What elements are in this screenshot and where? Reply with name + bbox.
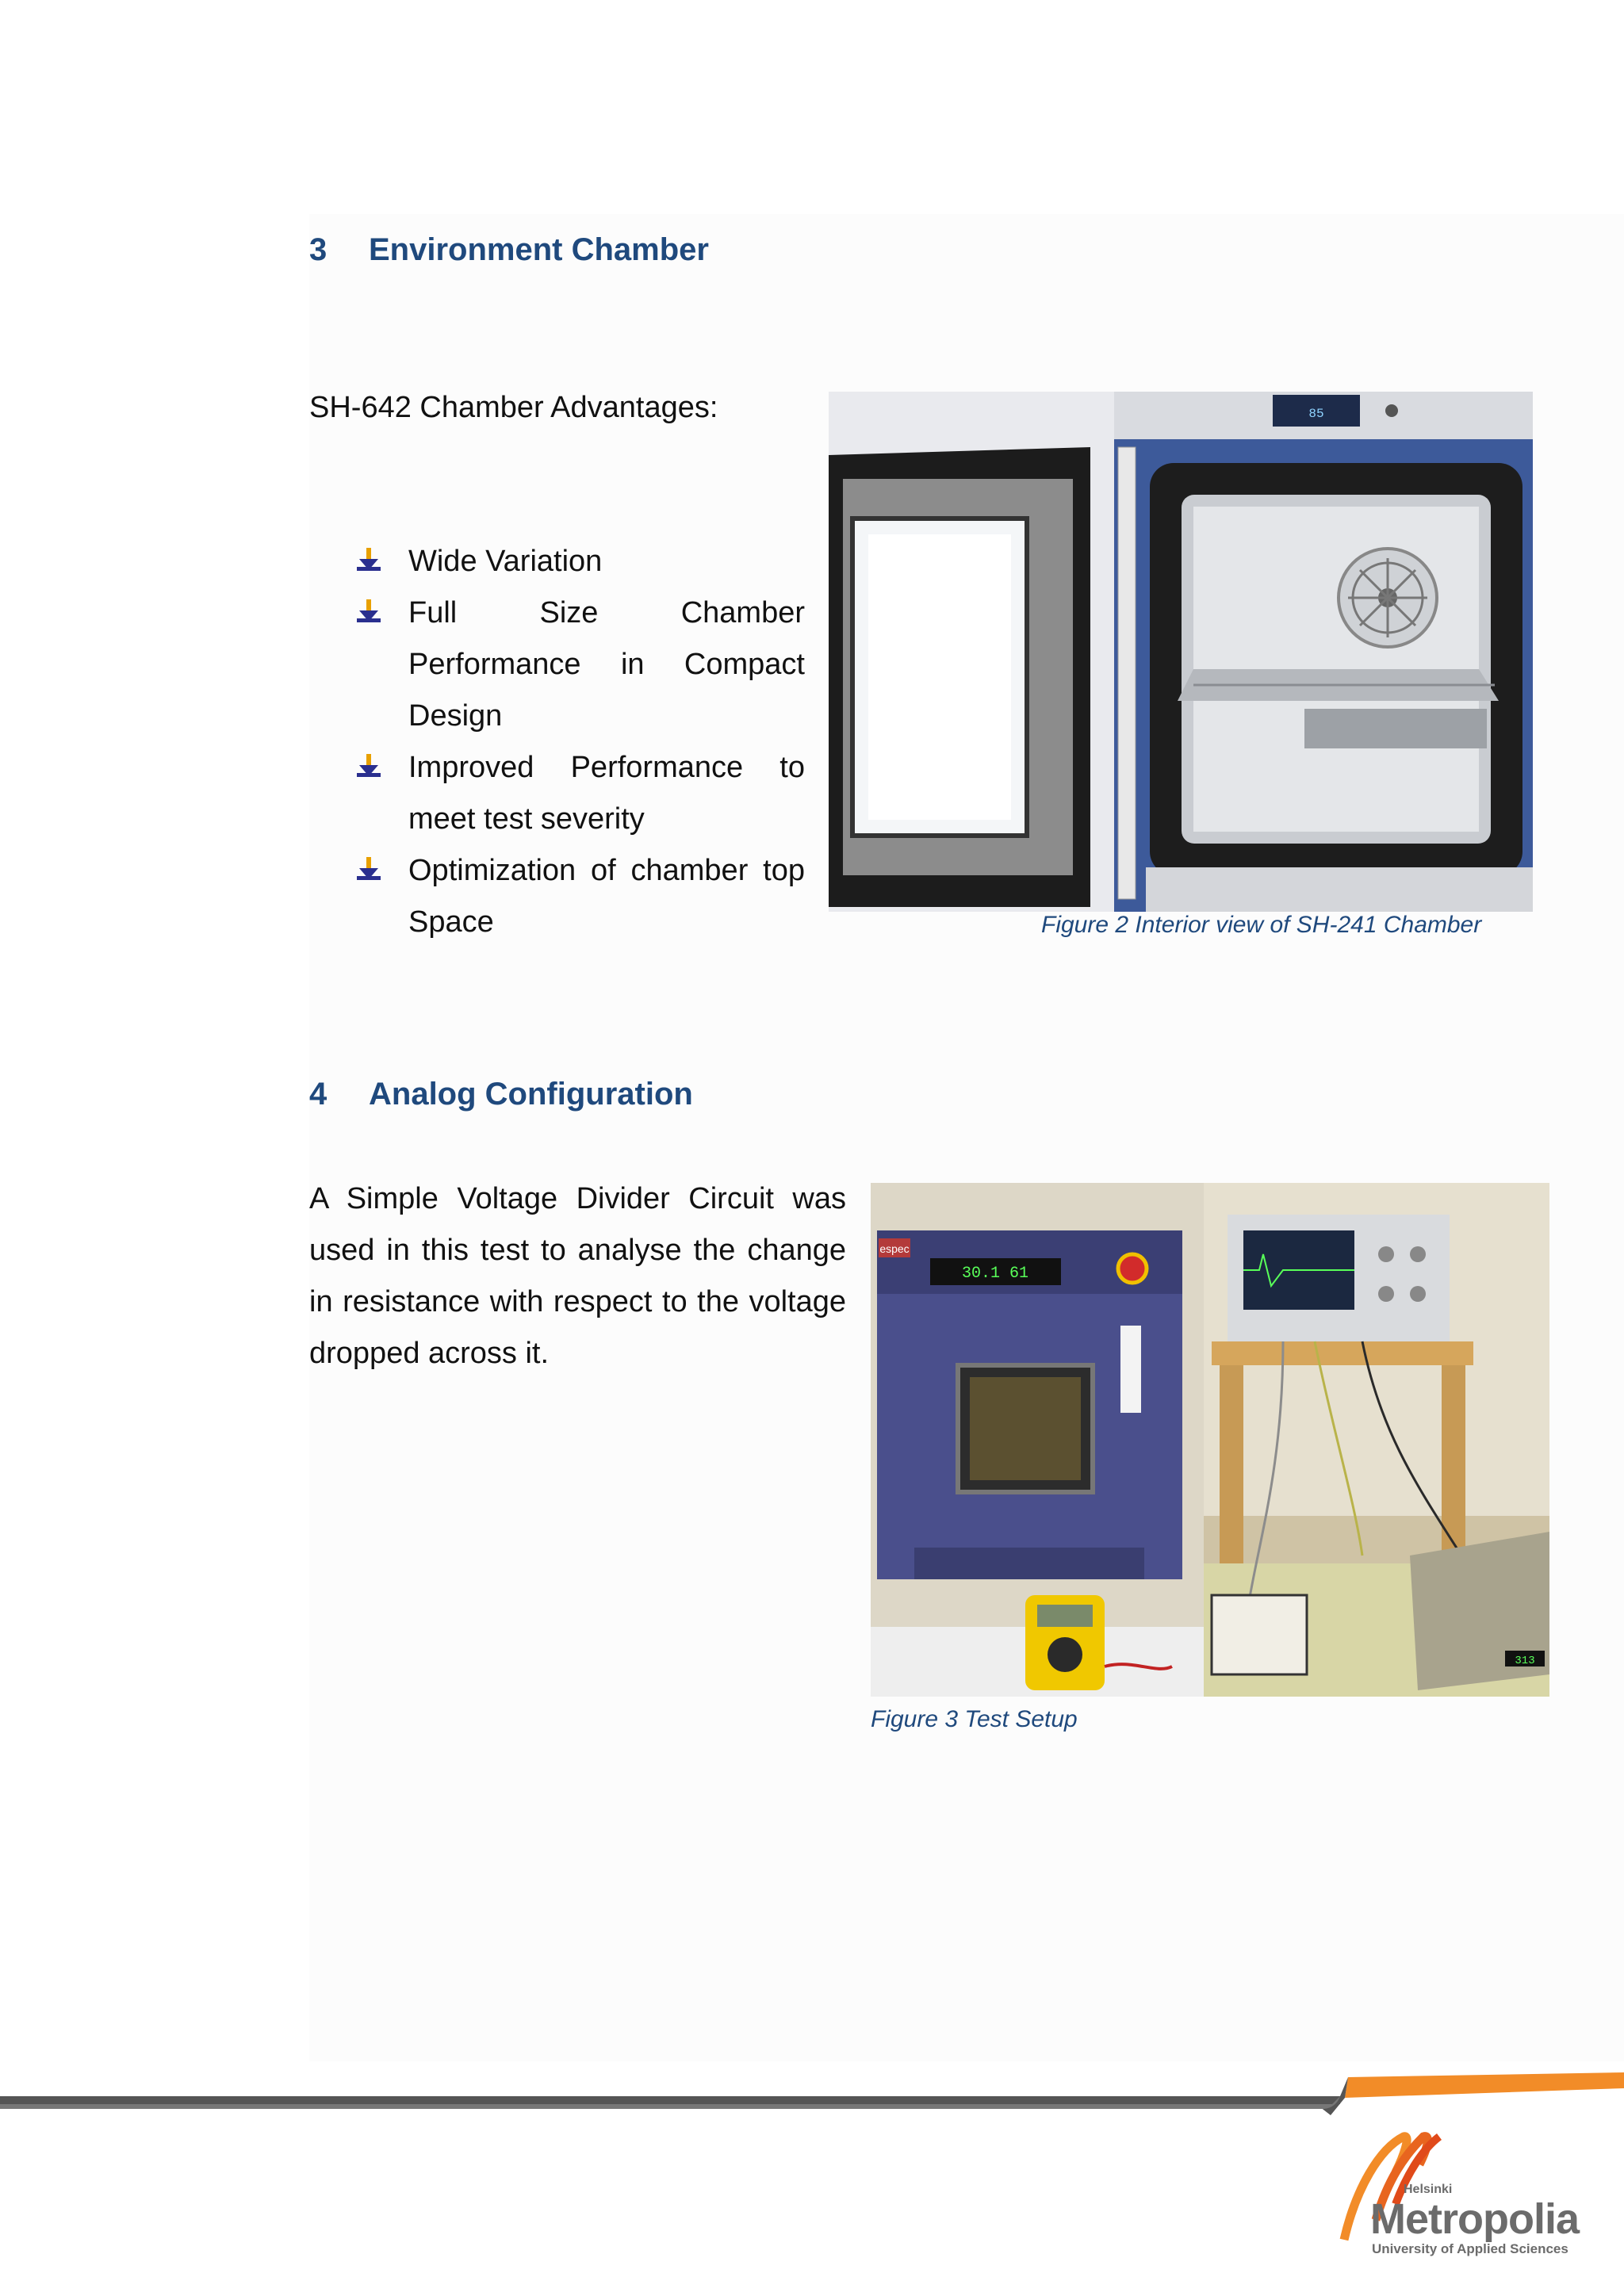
section-3-heading xyxy=(309,232,709,268)
figure-3-caption: Figure 3 Test Setup xyxy=(871,1706,1078,1732)
section-4-heading xyxy=(309,1077,693,1112)
advantages-intro: SH-642 Chamber Advantages: xyxy=(309,391,718,424)
list-item xyxy=(357,742,805,845)
test-setup-illustration xyxy=(871,1183,1549,1697)
logo-subtitle: University of Applied Sciences xyxy=(1372,2241,1568,2256)
logo-name: Metropolia xyxy=(1370,2195,1580,2243)
bullet-arrow-icon xyxy=(357,857,381,882)
bullet-arrow-icon xyxy=(357,548,381,573)
logo-city: Helsinki xyxy=(1404,2183,1453,2196)
section-4-number: 4 xyxy=(309,1077,327,1112)
chamber-readout: 30.1 61 xyxy=(961,1265,1029,1283)
psu-readout: 313 xyxy=(1515,1655,1535,1667)
bullet-arrow-icon xyxy=(357,599,381,625)
footer-band xyxy=(0,2061,1624,2296)
chamber-display: 85 xyxy=(1308,407,1324,421)
chamber-brand: espec xyxy=(879,1242,910,1255)
section-3-title: Environment Chamber xyxy=(369,232,709,267)
advantage-text: Wide Variation xyxy=(408,545,603,578)
advantage-text: Full Size Chamber Performance in Compact Design xyxy=(408,596,805,733)
advantages-list xyxy=(357,536,805,948)
figure-3-test-setup-photo xyxy=(871,1183,1549,1697)
list-item xyxy=(357,845,805,948)
analog-paragraph: A Simple Voltage Divider Circuit was used in this test to analyse the change in resistance with respect to the voltage dropped across it. xyxy=(309,1182,846,1370)
figure-2-chamber-photo xyxy=(829,392,1533,912)
advantage-text: Improved Performance to meet test severity xyxy=(408,751,805,836)
list-item xyxy=(357,587,805,742)
figure-2-caption: Figure 2 Interior view of SH-241 Chamber xyxy=(1041,912,1482,938)
section-3-number: 3 xyxy=(309,232,327,267)
advantage-text: Optimization of chamber top Space xyxy=(408,854,805,939)
chamber-interior-illustration xyxy=(829,392,1533,912)
list-item xyxy=(357,536,805,587)
bullet-arrow-icon xyxy=(357,754,381,779)
section-4-title: Analog Configuration xyxy=(369,1077,693,1112)
